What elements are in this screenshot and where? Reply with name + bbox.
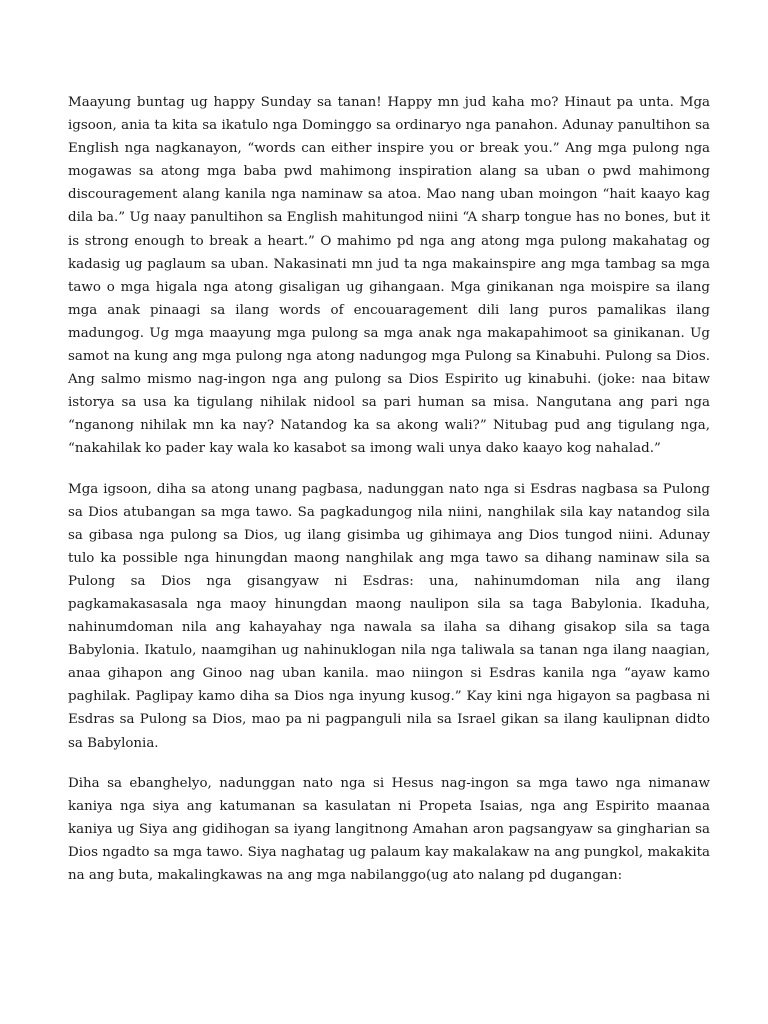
paragraph-1: Maayung buntag ug happy Sunday sa tanan! Happy mn jud kaha mo? Hinaut pa unta. Mga igsoon, ania ta kita sa ikatulo nga Dominggo sa ordinaryo nga panahon. Adunay panultihon sa English nga nagkanayon, “words can either inspire you or break you.” Ang mga pulong nga mogawas sa atong mga baba pwd mahimong inspiration alang sa uban o pwd mahimong discouragement alang kanila nga naminaw sa atoa. Mao nang uban moingon “hait kaayo kag dila ba.” Ug naay panultihon sa English mahitungod niini “A sharp tongue has no bones, but it is strong enough to break a heart.” O mahimo pd nga ang atong mga pulong makahatag og kadasig ug paglaum sa uban. Nakasinati mn jud ta nga makainspire ang mga tambag sa mga tawo o mga higala nga atong gisaligan ug gihangaan. Mga ginikanan nga moispire sa ilang mga anak pinaagi sa ilang words of encouaragement dili lang puros pamalikas ilang madungog. Ug mga maayung mga pulong sa mga anak nga makapahimoot sa ginikanan. Ug samot na kung ang mga pulong nga atong nadungog mga Pulong sa Kinabuhi. Pulong sa Dios. Ang salmo mismo nag-ingon nga ang pulong sa Dios Espirito ug kinabuhi. (joke: naa bitaw istorya sa usa ka tigulang nihilak nidool sa pari human sa misa. Nangutana ang pari nga “nganong nihilak mn ka nay? Natandog ka sa akong wali?” Nitubag pud ang tigulang nga, “nakahilak ko pader kay wala ko kasabot sa imong wali unya dako kaayo kog nahalad.” xyxy=(68,95,710,457)
document-page xyxy=(68,91,710,904)
paragraph-2: Mga igsoon, diha sa atong unang pagbasa, nadunggan nato nga si Esdras nagbasa sa Pulong sa Dios atubangan sa mga tawo. Sa pagkadungog nila niini, nanghilak sila kay natandog sila sa gibasa nga pulong sa Dios, ug ilang gisimba ug gihimaya ang Dios tungod niini. Adunay tulo ka possible nga hinungdan maong nanghilak ang mga tawo sa dihang naminaw sila sa Pulong sa Dios nga gisangyaw ni Esdras: una, nahinumdoman nila ang ilang pagkamakasasala nga maoy hinungdan maong naulipon sila sa taga Babylonia. Ikaduha, nahinumdoman nila ang kahayahay nga nawala sa ilaha sa dihang gisakop sila sa taga Babylonia. Ikatulo, naamgihan ug nahinuklogan nila nga taliwala sa tanan nga ilang naagian, anaa gihapon ang Ginoo nag uban kanila. mao niingon si Esdras kanila nga “ayaw kamo paghilak. Paglipay kamo diha sa Dios nga inyung kusog.” Kay kini nga higayon sa pagbasa ni Esdras sa Pulong sa Dios, mao pa ni pagpanguli nila sa Israel gikan sa ilang kaulipnan didto sa Babylonia. xyxy=(68,481,710,751)
paragraph-3: Diha sa ebanghelyo, nadunggan nato nga si Hesus nag-ingon sa mga tawo nga nimanaw kaniya nga siya ang katumanan sa kasulatan ni Propeta Isaias, nga ang Espirito maanaa kaniya ug Siya ang gidihogan sa iyang langitnong Amahan aron pagsangyaw sa gingharian sa Dios ngadto sa mga tawo. Siya naghatag ug palaum kay makalakaw na ang pungkol, makakita na ang buta, makalingkawas na ang mga nabilanggo(ug ato nalang pd dugangan: xyxy=(68,775,710,883)
